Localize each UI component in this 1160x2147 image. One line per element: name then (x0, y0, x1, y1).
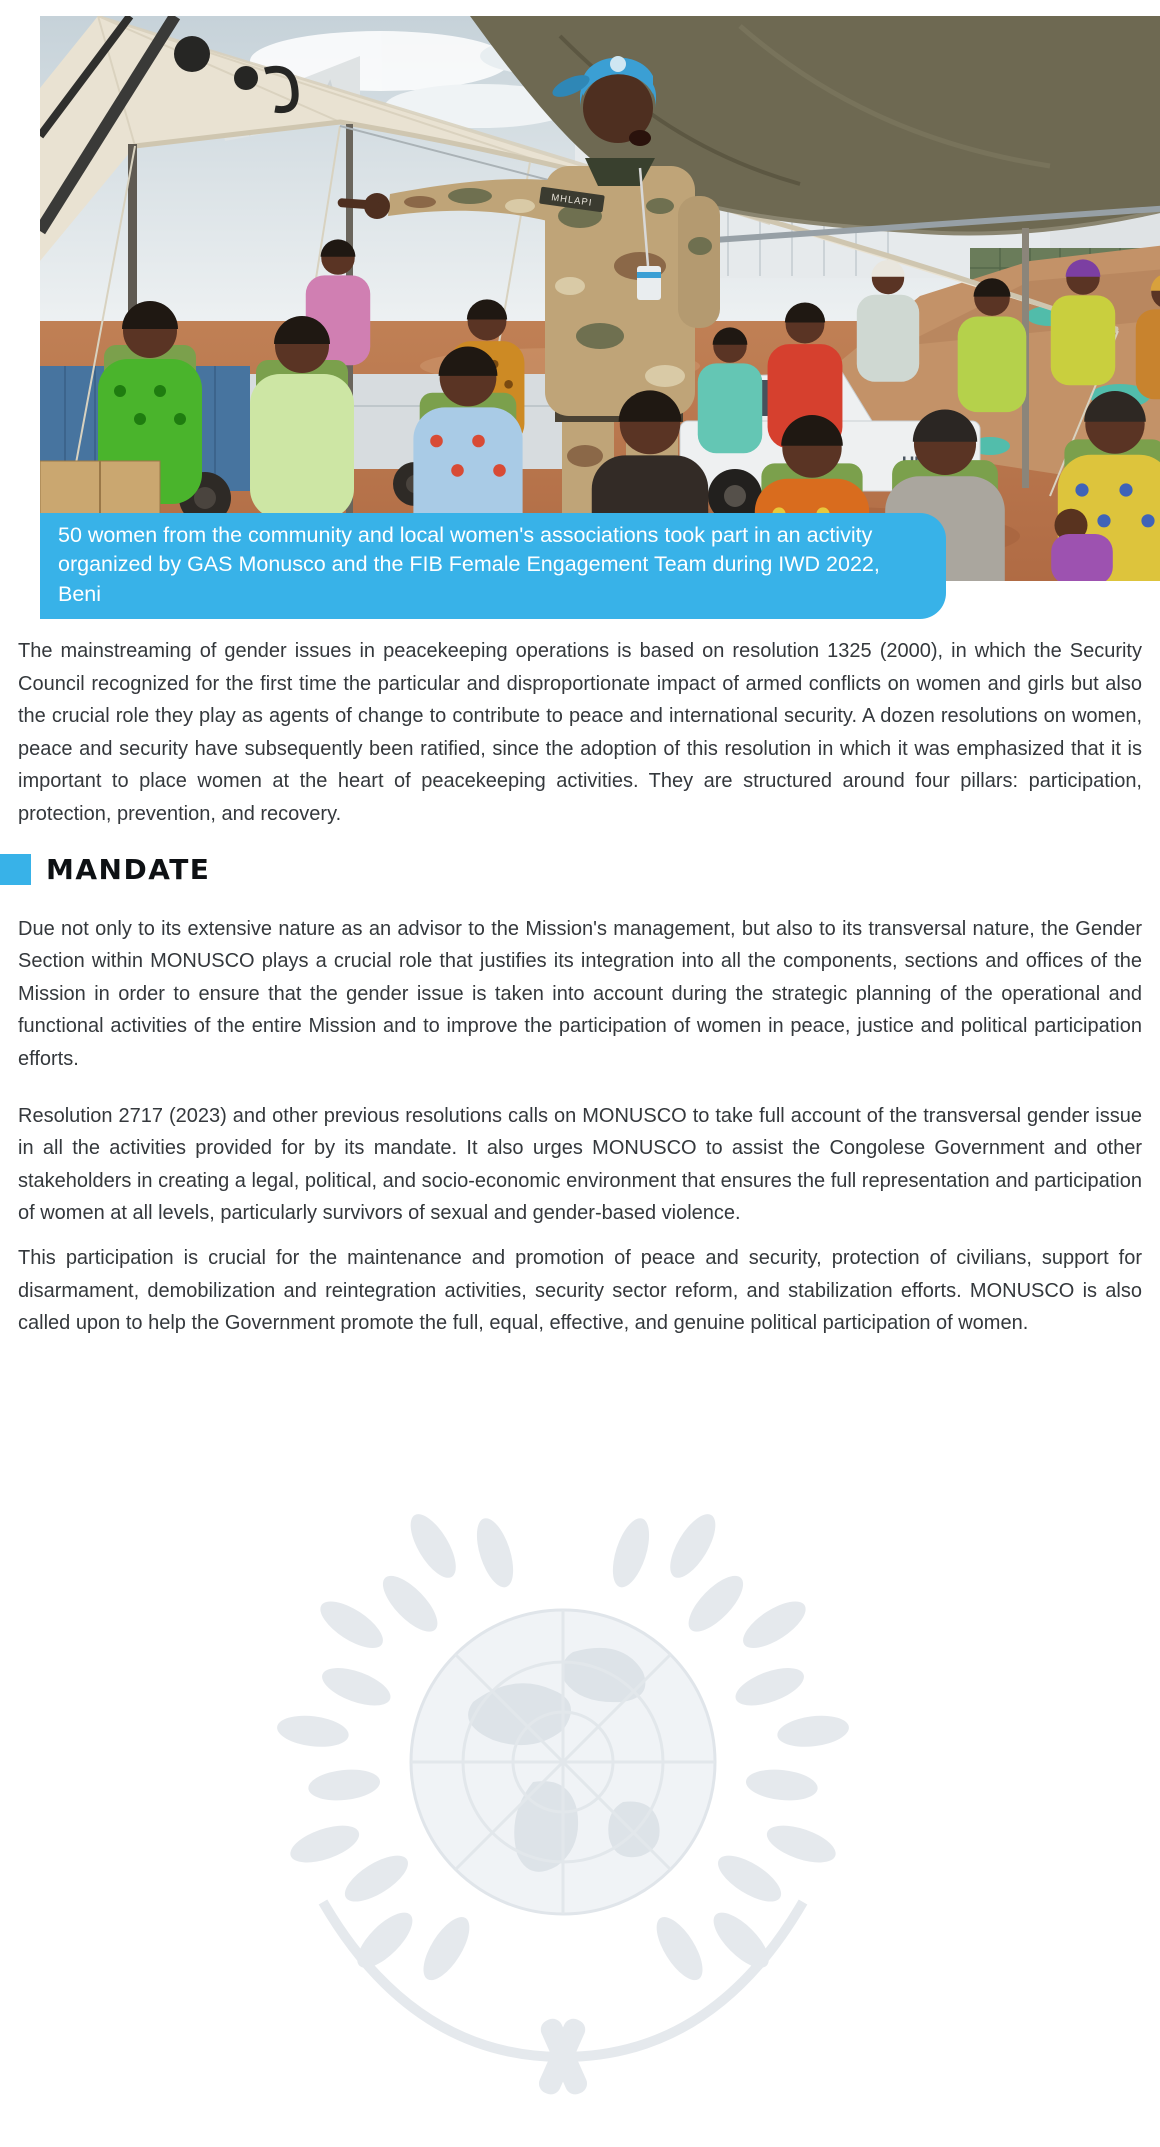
watermark-graticule (411, 1610, 715, 1914)
figure-torso (698, 363, 762, 453)
photo-caption (40, 513, 946, 620)
figure-torso (1136, 309, 1160, 399)
mandate-paragraph-1: Due not only to its extensive nature as an advisor to the Mission's management, but also to its transversal nature, the Gender Section within MONUSCO plays a crucial role that justifies its integration into all the components, sections and offices of the Mission in order to ensure that the gender issue is taken into account during the strategic planning of the operational and functional activities of the entire Mission and to improve the participation of women in peace, justice and political participation efforts. (18, 917, 1142, 1070)
svg-text:MHLAPI: MHLAPI (550, 192, 594, 209)
fabric-pattern (1075, 483, 1088, 496)
wreath-leaf (648, 1910, 712, 1987)
un-emblem-watermark (178, 1377, 948, 2147)
open-mouth (629, 130, 651, 146)
fabric-pattern (174, 413, 186, 425)
wreath-leaf (349, 1904, 421, 1976)
photo-caption-text: 50 women from the community and local women's associations took part in an activity organized by GAS Monusco and the FIB Female Engagement Team during IWD 2022, Beni (58, 522, 880, 606)
wreath-leaf (374, 1567, 446, 1640)
wreath-leaf (402, 1507, 465, 1584)
mandate-paragraph-2: Resolution 2717 (2023) and other previous resolutions calls on MONUSCO to take full account of the transversal gender issue in all the activities provided for by its mandate. It also urges MONUSCO to assist the Congolese Government and other stakeholders in creating a legal, political, and socio-economic environment that ensures the full representation and participation of women at all levels, particularly survivors of sexual and gender-based violence. (18, 1104, 1142, 1225)
fabric-pattern (134, 413, 146, 425)
main-content (0, 635, 1160, 1340)
intro-paragraph: The mainstreaming of gender issues in peacekeeping operations is based on resolution 1325 (2000), in which the Security Council recognized for the first time the particular and disproportionate impact of armed conflicts on women and girls but also the crucial role they play as agents of change to contribute to peace and international security. A dozen resolutions on women, peace and security have subsequently been ratified, since the adoption of this resolution in which it was emphasized that it is important to place women at the heart of peacekeeping activities. They are structured around four pillars: participation, protection, prevention, and recovery. (18, 640, 1142, 825)
wreath-leaf (606, 1514, 657, 1592)
heading-accent-square (0, 854, 31, 885)
fabric-pattern (430, 435, 443, 448)
figure-torso (250, 374, 354, 519)
fabric-pattern (1119, 483, 1132, 496)
wreath-leaf (286, 1818, 364, 1870)
watermark-wreath (275, 1507, 850, 2097)
page (0, 16, 1160, 1346)
figure-torso (1051, 295, 1115, 385)
watermark-globe (411, 1610, 715, 1914)
wreath-leaf (307, 1766, 382, 1803)
mandate-paragraph-3: This participation is crucial for the maintenance and promotion of peace and security, protection of civilians, support for disarmament, demobilization and reintegration activities, security sector reform, and stabilization efforts. MONUSCO is also called upon to help the Government promote the full, equal, effective, and genuine political participation of women. (18, 1246, 1142, 1335)
fabric-pattern (493, 464, 506, 477)
wreath-leaf (415, 1910, 479, 1987)
wreath-leaf (680, 1567, 752, 1640)
wreath-leaf (736, 1593, 813, 1657)
wreath-leaf (470, 1514, 521, 1592)
mandate-heading-row (0, 853, 1142, 887)
wreath-leaf (313, 1593, 390, 1657)
wreath-leaf (338, 1847, 415, 1911)
un-cap-badge (610, 56, 626, 72)
wreath-leaf (762, 1818, 840, 1870)
wreath-leaf (705, 1904, 777, 1976)
id-card (637, 266, 661, 300)
wreath-leaf (776, 1712, 851, 1751)
wreath-leaf (744, 1766, 819, 1803)
figure-torso (958, 316, 1027, 412)
wreath-leaf (275, 1712, 350, 1751)
fabric-pattern (114, 385, 126, 397)
photo-scene (40, 16, 1160, 581)
fabric-pattern (154, 385, 166, 397)
fabric-pattern (451, 464, 464, 477)
fabric-pattern (1141, 514, 1154, 527)
baby-wrap (1051, 534, 1113, 581)
wreath-leaf (661, 1507, 724, 1584)
hero-photo (40, 16, 1160, 619)
fabric-pattern (472, 435, 485, 448)
watermark-continents (468, 1648, 660, 1872)
wreath-leaf (711, 1847, 788, 1911)
fabric-pattern (1097, 514, 1110, 527)
wreath-leaf (731, 1660, 809, 1713)
wreath-leaf (317, 1660, 395, 1713)
figure-torso (857, 295, 919, 382)
mandate-heading: MANDATE (46, 853, 211, 887)
fabric-pattern (504, 380, 513, 389)
